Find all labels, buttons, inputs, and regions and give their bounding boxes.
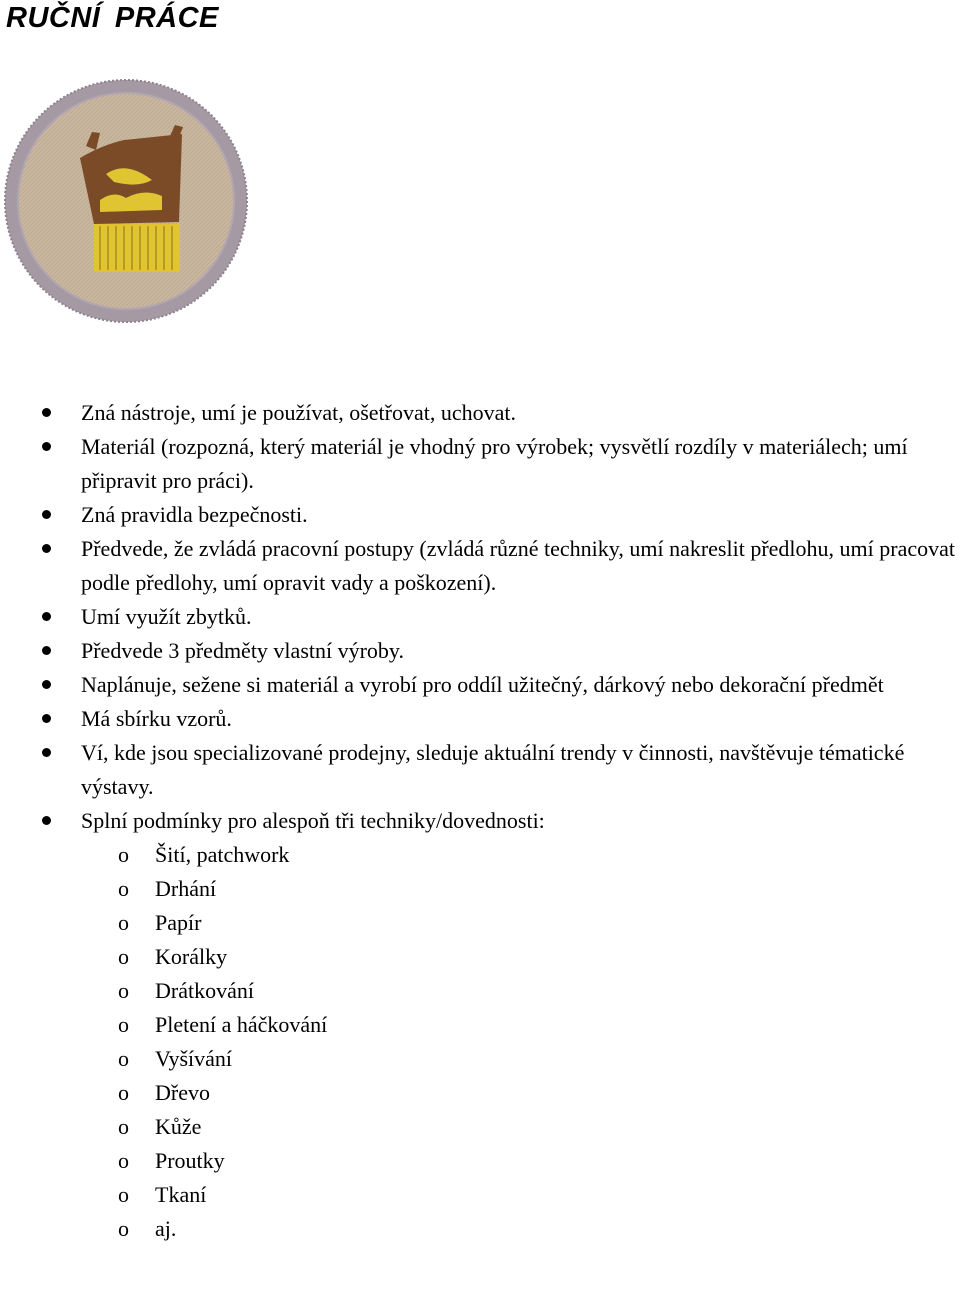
sub-list-item-text: Korálky xyxy=(155,944,228,969)
sub-list-item xyxy=(0,940,960,974)
list-item-text: Ví, kde jsou specializované prodejny, sleduje aktuální trendy v činnosti, navštěvuje tématické výstavy. xyxy=(81,740,905,799)
bullet-icon xyxy=(42,442,51,451)
sub-list-item-text: aj. xyxy=(155,1216,177,1241)
list-item xyxy=(0,600,960,634)
sub-list-item xyxy=(0,974,960,1008)
sub-list-item-text: Proutky xyxy=(155,1148,225,1173)
circle-bullet-icon: o xyxy=(118,1114,129,1139)
circle-bullet-icon: o xyxy=(118,842,129,867)
requirements-list xyxy=(0,396,960,1246)
circle-bullet-icon: o xyxy=(118,1148,129,1173)
circle-bullet-icon: o xyxy=(118,1046,129,1071)
bullet-icon xyxy=(42,408,51,417)
sub-list-item-text: Kůže xyxy=(155,1114,202,1139)
list-item-text: Splní podmínky pro alespoň tři techniky/dovednosti: xyxy=(81,808,545,833)
list-item xyxy=(0,498,960,532)
sub-list-item xyxy=(0,1042,960,1076)
sub-list-item-text: Šití, patchwork xyxy=(155,842,290,867)
page-title: RUČNÍ PRÁCE xyxy=(6,2,219,34)
bullet-icon xyxy=(42,816,51,825)
list-item xyxy=(0,702,960,736)
circle-bullet-icon: o xyxy=(118,1080,129,1105)
circle-bullet-icon: o xyxy=(118,1182,129,1207)
list-item xyxy=(0,430,960,498)
circle-bullet-icon: o xyxy=(118,978,129,1003)
sub-list-item xyxy=(0,1178,960,1212)
circle-bullet-icon: o xyxy=(118,1012,129,1037)
list-item xyxy=(0,396,960,430)
bullet-icon xyxy=(42,646,51,655)
sub-list-item-text: Vyšívání xyxy=(155,1046,232,1071)
apron-shape xyxy=(80,125,183,272)
craft-badge-icon xyxy=(2,78,250,324)
bullet-icon xyxy=(42,714,51,723)
sub-list-item-text: Dřevo xyxy=(155,1080,210,1105)
list-item-text: Předvede 3 předměty vlastní výroby. xyxy=(81,638,404,663)
sub-list-item-text: Drátkování xyxy=(155,978,254,1003)
bullet-icon xyxy=(42,544,51,553)
sub-list-item xyxy=(0,1144,960,1178)
circle-bullet-icon: o xyxy=(118,876,129,901)
list-item-text: Naplánuje, sežene si materiál a vyrobí pro oddíl užitečný, dárkový nebo dekorační předmět xyxy=(81,672,884,697)
sub-list-item xyxy=(0,1008,960,1042)
list-item xyxy=(0,804,960,838)
sub-list-item xyxy=(0,1110,960,1144)
sub-list-item-text: Tkaní xyxy=(155,1182,207,1207)
list-item-text: Umí využít zbytků. xyxy=(81,604,252,629)
circle-bullet-icon: o xyxy=(118,910,129,935)
list-item xyxy=(0,634,960,668)
circle-bullet-icon: o xyxy=(118,1216,129,1241)
sub-list-item xyxy=(0,906,960,940)
list-item-text: Má sbírku vzorů. xyxy=(81,706,232,731)
list-item-text: Zná nástroje, umí je používat, ošetřovat, uchovat. xyxy=(81,400,516,425)
list-item xyxy=(0,668,960,702)
list-item-text: Zná pravidla bezpečnosti. xyxy=(81,502,308,527)
bullet-icon xyxy=(42,612,51,621)
circle-bullet-icon: o xyxy=(118,944,129,969)
bullet-icon xyxy=(42,748,51,757)
list-item-text: Materiál (rozpozná, který materiál je vhodný pro výrobek; vysvětlí rozdíly v materiálech; umí připravit pro práci). xyxy=(81,434,908,493)
list-item xyxy=(0,532,960,600)
bullet-icon xyxy=(42,680,51,689)
sub-list-item-text: Drhání xyxy=(155,876,217,901)
bullet-icon xyxy=(42,510,51,519)
sub-list-item xyxy=(0,1076,960,1110)
sub-list-item xyxy=(0,1212,960,1246)
sub-list-item-text: Pletení a háčkování xyxy=(155,1012,328,1037)
sub-list-item xyxy=(0,838,960,872)
sub-list-item-text: Papír xyxy=(155,910,202,935)
sub-list-item xyxy=(0,872,960,906)
list-item-text: Předvede, že zvládá pracovní postupy (zvládá různé techniky, umí nakreslit předlohu, umí pracovat podle předlohy, umí opravit vady a poškození). xyxy=(81,536,955,595)
list-item xyxy=(0,736,960,804)
